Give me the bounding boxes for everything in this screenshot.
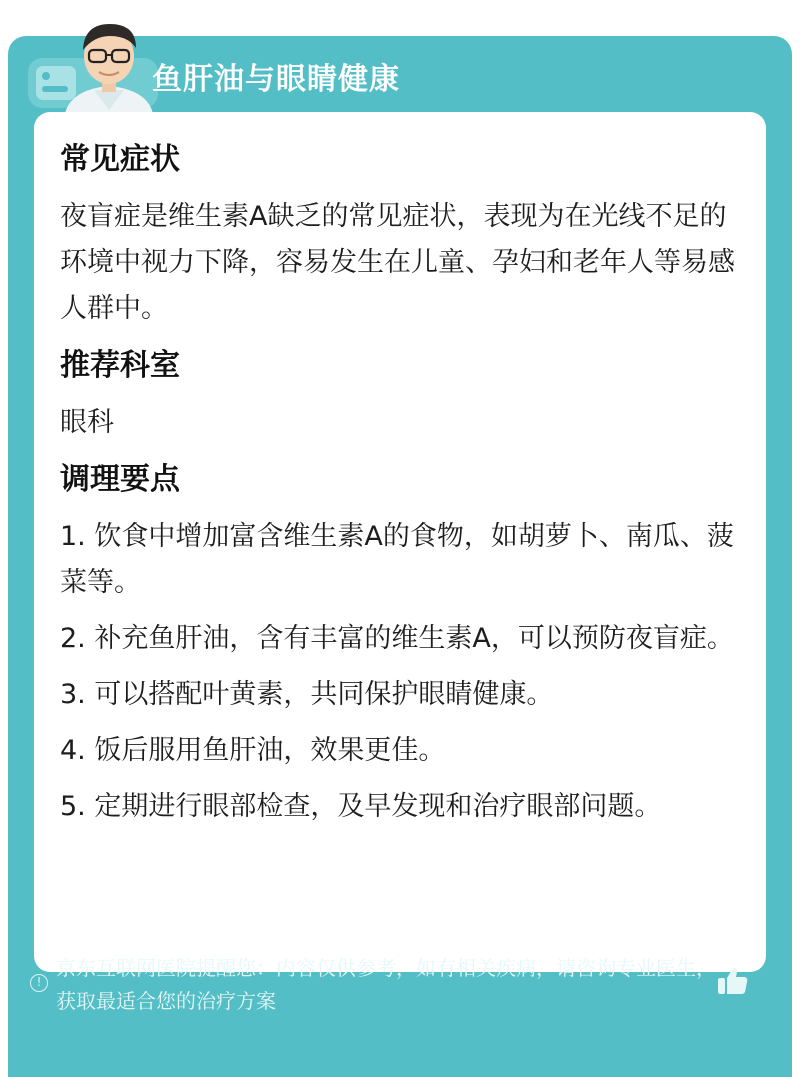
doctor-avatar [54,10,164,120]
section-title-care-tips: 调理要点 [60,462,180,497]
section-body-symptoms: 夜盲症是维生素A缺乏的常见症状，表现为在光线不足的环境中视力下降，容易发生在儿童、孕妇和老年人等易感人群中。 [60,201,735,324]
list-item: 4. 饭后服用鱼肝油，效果更佳。 [60,735,446,766]
section-body-department: 眼科 [60,407,114,438]
section-title-department: 推荐科室 [60,348,180,383]
article-card [8,36,792,1077]
section-title-symptoms: 常见症状 [60,142,180,177]
list-item: 3. 可以搭配叶黄素，共同保护眼睛健康。 [60,679,554,710]
thumbs-up-icon[interactable] [716,964,750,998]
list-item: 1. 饮食中增加富含维生素A的食物，如胡萝卜、南瓜、菠菜等。 [60,521,734,598]
info-icon: ! [30,974,48,992]
list-item: 5. 定期进行眼部检查，及早发现和治疗眼部问题。 [60,791,662,822]
footer-disclaimer [26,948,766,1028]
disclaimer-text: 京东互联网医院提醒您：内容仅供参考，如有相关疾病，请咨询专业医生，获取最适合您的治疗方案 [56,956,716,1013]
page-title: 鱼肝油与眼睛健康 [152,62,400,97]
list-item: 2. 补充鱼肝油，含有丰富的维生素A，可以预防夜盲症。 [60,623,734,654]
article-content [34,112,766,972]
